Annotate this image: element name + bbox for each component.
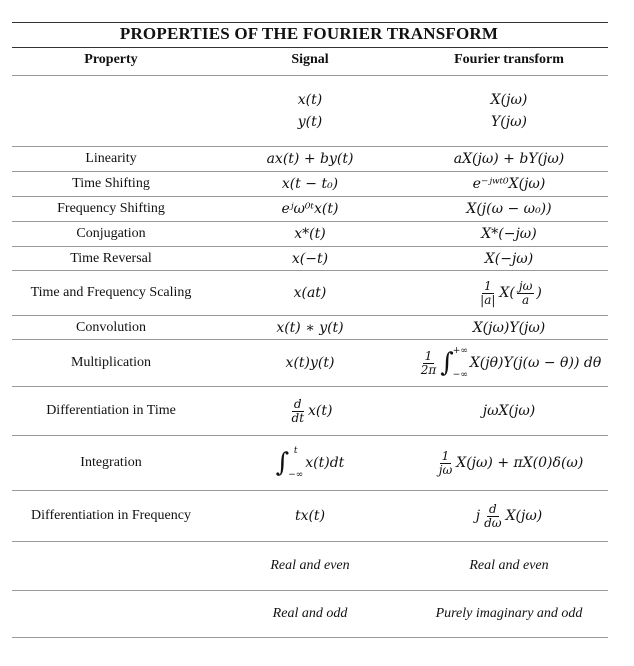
transform-cell: $\frac{1}{|a|}$ X( $\frac{j\omega}{a}$ ): [480, 278, 542, 307]
property-cell: Time and Frequency Scaling: [30, 285, 192, 300]
scale-fraction: $\frac{1}{|a|}$: [480, 278, 496, 307]
property-cell: Differentiation in Frequency: [31, 508, 191, 523]
property-cell: Integration: [80, 455, 142, 470]
table-row: [12, 172, 608, 196]
signal-cell: Real and odd: [272, 606, 348, 621]
signal-cell: x(−t): [291, 250, 329, 267]
integral-sign: ∫ t −∞: [275, 446, 304, 480]
scale-fraction: $\frac{1}{2\pi}$: [420, 348, 437, 377]
table-title: PROPERTIES OF THE FOURIER TRANSFORM: [119, 24, 499, 43]
arg-fraction: $\frac{j\omega}{a}$: [518, 278, 533, 307]
integral-sign: ∫ +∞ −∞: [440, 346, 468, 380]
property-cell: [12, 591, 210, 637]
signal-x: x(t): [297, 92, 323, 108]
transform-cell: $\frac{1}{j\omega}$ X(jω) + πX(0)δ(ω): [438, 448, 584, 477]
signal-cell: ∫ t −∞ x(t)dt: [275, 446, 345, 480]
signal-cell: x(t)y(t): [285, 355, 335, 371]
transform-cell: jωX(jω): [482, 403, 536, 419]
inverse-fraction: $\frac{1}{j\omega}$: [438, 448, 453, 477]
table-row: [12, 247, 608, 270]
base-pair-row: [12, 76, 608, 146]
transform-cell: X(j(ω − ω₀)): [466, 201, 552, 217]
derivative-fraction: $\frac{d}{d\omega}$: [484, 501, 502, 530]
signal-cell: x(t − t₀): [281, 176, 339, 192]
signal-cell: x(at): [293, 285, 327, 301]
transform-cell: Purely imaginary and odd: [435, 606, 583, 621]
title-rule: [12, 47, 608, 48]
transform-cell: j $\frac{d}{d\omega}$ X(jω): [475, 501, 543, 530]
property-cell: Time Reversal: [70, 250, 152, 266]
table-row: [12, 197, 608, 221]
transform-cell: aX(jω) + bY(jω): [453, 151, 565, 167]
header-signal: Signal: [291, 52, 329, 67]
transform-y: Y(jω): [491, 114, 527, 130]
property-cell: Convolution: [75, 319, 146, 335]
header-transform: Fourier transform: [454, 52, 564, 67]
derivative-fraction: $\frac{d}{dt}$: [291, 396, 305, 425]
transform-cell: X(jω)Y(jω): [472, 319, 546, 336]
transform-cell: Real and even: [469, 558, 549, 573]
property-cell: Conjugation: [76, 226, 146, 241]
property-cell: Multiplication: [70, 355, 152, 370]
table-row: [12, 340, 608, 386]
transform-cell: X(−jω): [484, 250, 534, 267]
signal-cell: x*(t): [294, 226, 326, 242]
signal-cell: eʲω⁰ᵗx(t): [281, 201, 339, 217]
table-row: [12, 147, 608, 171]
table-row: [12, 491, 608, 541]
transform-x: X(jω): [490, 92, 528, 108]
signal-cell: ax(t) + by(t): [266, 151, 354, 167]
property-cell: [12, 542, 210, 590]
transform-cell: $\frac{1}{2\pi}$ ∫ +∞ −∞ X(jθ)Y(j(ω − θ)) dθ: [420, 346, 602, 380]
transform-cell: e⁻ʲʷᵗ⁰X(jω): [472, 176, 546, 192]
property-cell: Time Shifting: [72, 176, 150, 191]
table-row: [12, 387, 608, 435]
signal-cell: Real and even: [270, 558, 350, 573]
property-cell: Linearity: [85, 151, 137, 166]
table-row: [12, 542, 608, 590]
bottom-rule: [12, 637, 608, 638]
top-rule: [12, 22, 608, 23]
property-cell: Differentiation in Time: [46, 403, 176, 418]
table-row: [12, 591, 608, 637]
header-property: Property: [84, 52, 138, 67]
table-row: [12, 271, 608, 315]
signal-cell: tx(t): [294, 508, 326, 524]
signal-cell: x(t) ∗ y(t): [276, 319, 344, 336]
table-row: [12, 222, 608, 246]
table-row: [12, 316, 608, 339]
table-row: [12, 436, 608, 490]
property-cell: Frequency Shifting: [57, 201, 165, 216]
signal-cell: $\frac{d}{dt}$ x(t): [291, 396, 333, 425]
signal-y: y(t): [297, 114, 323, 130]
transform-cell: X*(−jω): [481, 226, 537, 242]
